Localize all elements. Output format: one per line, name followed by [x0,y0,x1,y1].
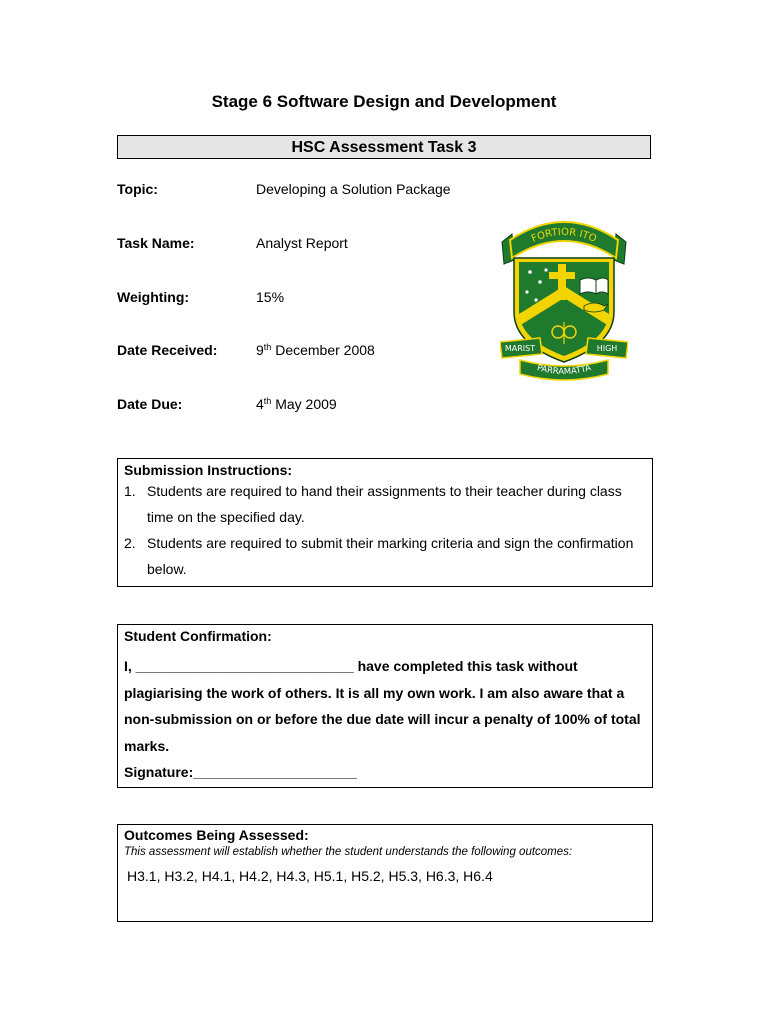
list-text: Students are required to hand their assignments to their teacher during class time on the specified day. [147,483,622,525]
crest-motto: FORTIOR ITO [530,226,598,245]
date-due-day: 4 [256,396,264,412]
date-received-suffix: th [263,342,272,352]
signature-line: Signature:_____________________ [124,764,357,780]
student-confirmation-box [117,624,653,788]
task-title-banner: HSC Assessment Task 3 [117,135,651,159]
outcomes-intro: This assessment will establish whether the student understands the following outcomes: [124,846,573,858]
confirmation-heading: Student Confirmation: [124,628,272,644]
date-due-rest: May 2009 [271,396,337,412]
outcomes-box [117,824,653,922]
list-number: 2. [124,535,136,551]
list-item [124,478,646,530]
list-number: 1. [124,483,136,499]
page-title: Stage 6 Software Design and Development [211,92,557,111]
date-due-suffix: th [263,396,272,406]
weighting-value: 15% [256,289,285,305]
date-due-label: Date Due: [117,396,183,412]
outcomes-list: H3.1, H3.2, H4.1, H4.2, H4.3, H5.1, H5.2, H5.3, H6.3, H6.4 [127,868,493,884]
submission-list [124,478,646,582]
topic-value: Developing a Solution Package [256,181,451,197]
date-received-label: Date Received: [117,342,218,358]
crest-left-scroll: MARIST [504,344,536,353]
confirmation-body: I, ____________________________ have completed this task without plagiarising the work of others. It is all my own work. I am also aware that a non-submission on or before the due date will incur a penalty of 100% of total marks. [124,658,641,754]
task-name-label: Task Name: [117,235,195,251]
date-received-day: 9 [256,342,264,358]
date-received-rest: December 2008 [271,342,375,358]
task-name-value: Analyst Report [256,235,348,251]
crest-bottom-scroll: PARRAMATTA [535,363,593,378]
date-received-value [256,342,375,358]
school-crest-logo [500,220,628,382]
crest-right-scroll: HIGH [596,344,618,353]
date-due-value [256,396,337,412]
submission-instructions-box [117,458,653,587]
list-text: Students are required to submit their marking criteria and sign the confirmation below. [147,535,634,577]
topic-label: Topic: [117,181,158,197]
confirmation-text [124,653,646,786]
weighting-label: Weighting: [117,289,190,305]
list-item [124,530,646,582]
submission-heading: Submission Instructions: [124,462,293,478]
outcomes-heading: Outcomes Being Assessed: [124,827,309,843]
